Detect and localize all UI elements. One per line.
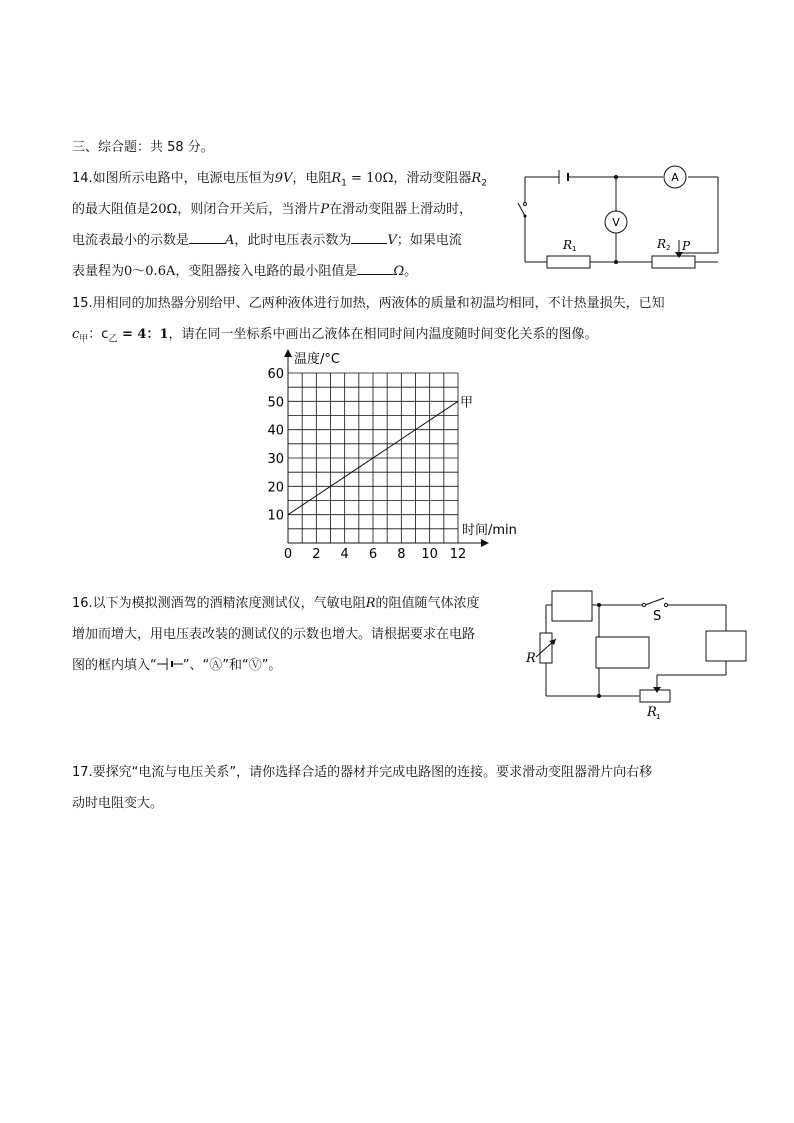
switch-contact [524, 203, 527, 206]
y-tick-label: 10 [267, 508, 284, 524]
q14-line-4 [72, 260, 417, 279]
q14-voltage: 9V [274, 171, 293, 186]
q14-line-1 [72, 167, 487, 189]
q14-text: ，此时电压表示数为 [234, 233, 352, 248]
answer-blank-voltage[interactable] [351, 231, 387, 244]
q14-range: 0～0.6A [124, 264, 176, 279]
q14-circuit-diagram [515, 160, 730, 275]
series-label: 甲 [460, 395, 474, 411]
y-tick-label: 40 [267, 423, 284, 439]
q14-r2-max: 20Ω [150, 202, 178, 217]
q14-line-3 [72, 229, 462, 248]
q14-r1-value: = 10Ω [346, 171, 394, 186]
q14-text: ，变阻器接入电路的最小阻值是 [175, 264, 358, 279]
q14-text: 在滑动变阻器上滑动时， [329, 202, 473, 217]
q14-line-2 [72, 198, 472, 217]
x-tick-label: 8 [397, 547, 406, 562]
q14-unit-v: V [387, 233, 397, 248]
q14-text: 的最大阻值是 [72, 202, 151, 217]
x-tick-label: 12 [449, 547, 467, 562]
q15-text: ，请在同一坐标系中画出乙液体在相同时间内温度随时间变化关系的图像。 [168, 327, 598, 342]
r1-label: R [647, 705, 657, 720]
y-tick-label: 60 [267, 367, 284, 382]
y-tick-label: 20 [267, 480, 284, 496]
q14-text: 表量程为 [72, 264, 125, 279]
q14-text: ，电阻 [292, 171, 332, 186]
q14-r1-sub: 1 [341, 178, 347, 189]
q14-text: ，则闭合开关后，当滑片 [177, 202, 321, 217]
r1-label: R [563, 238, 573, 252]
q16-line-2: 增加而增大，用电压表改装的测试仪的示数也增大。请根据要求在电路 [72, 627, 476, 642]
x-axis-arrow-icon [481, 539, 489, 547]
r2-sub: 2 [666, 244, 671, 252]
q16-text: 图的框内填入“ [72, 658, 157, 673]
switch-contact [664, 603, 667, 606]
section-heading: 三、综合题：共 58 分。 [72, 140, 214, 155]
empty-box-right[interactable] [706, 631, 746, 661]
battery-icon [157, 657, 183, 671]
q14-text: 。 [404, 264, 418, 279]
y-tick-label: 50 [267, 395, 284, 411]
q16-text: 的阻值随气体浓度 [375, 596, 480, 611]
q16-line-1 [72, 592, 480, 611]
y-axis-label: 温度/°C [294, 352, 340, 367]
q15-c-symbol-2: ：c [88, 327, 109, 342]
q14-r2-sub: 2 [481, 178, 487, 189]
r2-label: R [657, 237, 667, 251]
q14-r1-symbol: R [331, 171, 342, 186]
q14-text: 14.如图所示电路中，电源电压恒为 [72, 171, 275, 186]
r1-sub: 1 [572, 245, 577, 253]
x-axis-label: 时间/min [462, 523, 517, 538]
slider-label: P [682, 239, 691, 253]
ammeter-label: A [671, 171, 679, 184]
q14-unit-a: A [225, 233, 235, 248]
x-tick-label: 10 [421, 547, 438, 562]
r1-sub: 1 [656, 713, 661, 721]
voltmeter-label: V [612, 216, 620, 229]
q15-ratio: = 4：1 [117, 327, 169, 342]
q14-r2-symbol: R [471, 171, 482, 186]
q16-text: ”、“Ⓐ”和“Ⓥ”。 [182, 658, 282, 673]
q16-r-symbol: R [365, 596, 376, 611]
answer-blank-resistance[interactable] [357, 262, 393, 275]
empty-box-top[interactable] [552, 591, 592, 621]
q14-slider-symbol: P [320, 202, 330, 217]
sensor-r-label: R [526, 651, 536, 666]
switch-label: S [653, 609, 662, 624]
q15-c-symbol: c [72, 327, 80, 342]
x-tick-label: 6 [368, 547, 378, 562]
q16-line-3 [72, 654, 281, 673]
q14-text: ；如果电流 [396, 233, 462, 248]
q15-sub-yi: 乙 [108, 334, 118, 345]
answer-blank-current[interactable] [189, 231, 225, 244]
q17-line-1: 17.要探究“电流与电压关系”，请你选择合适的器材并完成电路图的连接。要求滑动变阻器滑片向右移 [72, 765, 653, 780]
q14-text: ，滑动变阻器 [393, 171, 472, 186]
empty-box-middle[interactable] [596, 637, 649, 668]
switch-pivot [524, 215, 527, 218]
q15-line-1: 15.用相同的加热器分别给甲、乙两种液体进行加热，两液体的质量和初温均相同，不计热量损失，已知 [72, 296, 665, 311]
q15-sub-jia: 甲 [79, 334, 89, 345]
q16-text: 16.以下为模拟测酒驾的酒精浓度测试仪，气敏电阻 [72, 596, 366, 611]
x-tick-label: 4 [340, 547, 349, 562]
q16-circuit-diagram [520, 585, 755, 725]
x-tick-label: 0 [283, 547, 293, 562]
y-tick-label: 30 [267, 452, 284, 467]
x-tick-label: 2 [312, 547, 321, 562]
q14-unit-ohm: Ω [393, 264, 405, 279]
q14-text: 电流表最小的示数是 [72, 233, 190, 248]
switch-contact [642, 603, 645, 606]
temperature-time-chart [255, 342, 535, 564]
y-axis-arrow-icon [284, 349, 292, 357]
q17-line-2: 动时电阻变大。 [72, 796, 164, 811]
